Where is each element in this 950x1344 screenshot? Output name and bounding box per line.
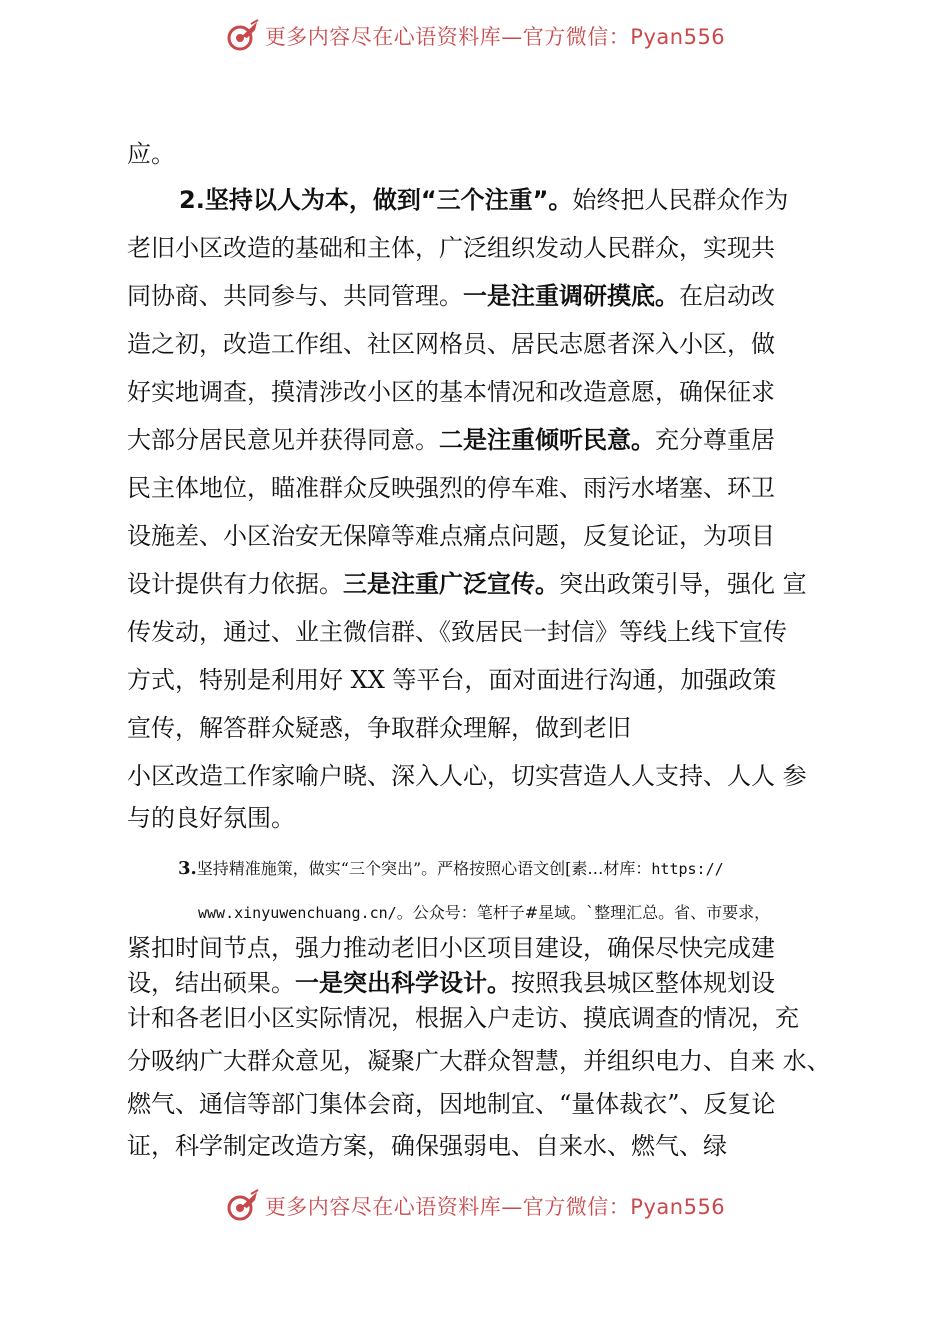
text-line: 分吸纳广大群众意见，凝聚广大群众智慧，并组织电力、自来 水、 [127,1047,831,1075]
text-line: 造之初，改造工作组、社区网格员、居民志愿者深入小区，做 [127,330,775,358]
section-3-heading-line [178,856,724,879]
footer-banner-text: 更多内容尽在心语资料库—官方微信：Pyan556 [264,1195,726,1219]
text-line: 与的良好氛围。 [127,804,295,832]
section-3-number: 3. [178,858,197,879]
text-line: 同协商、共同参与、共同管理。一是注重调研摸底。在启动改 [127,282,775,310]
header-banner-text: 更多内容尽在心语资料库—官方微信：Pyan556 [264,25,726,49]
text-line: 燃气、通信等部门集体会商，因地制宜、“量体裁衣”、反复论 [127,1090,776,1118]
text-line: 证，科学制定改造方案，确保强弱电、自来水、燃气、绿 [127,1132,727,1160]
source-url-part-1: https:// [651,860,724,878]
quill-logo-icon [225,18,261,54]
text-line: 方式，特别是利用好 XX 等平台，面对面进行沟通，加强政策 [127,666,777,694]
point-1-heading: 一是注重调研摸底。 [463,282,679,310]
text-line: 设施差、小区治安无保障等难点痛点问题，反复论证，为项目 [127,522,775,550]
text-line: 好实地调查，摸清涉改小区的基本情况和改造意愿，确保征求 [127,378,775,406]
text-line: 宣传，解答群众疑惑，争取群众理解，做到老旧 [127,714,631,742]
section-3-heading: 坚持精准施策，做实“三个突出”。严格按照心语文创[素…材库： [196,859,652,878]
point-3-1-heading: 一是突出科学设计。 [295,969,511,997]
quill-logo-icon [225,1188,261,1224]
source-line [198,900,770,923]
text-line: 设，结出硕果。一是突出科学设计。按照我县城区整体规划设 [127,969,775,997]
footer-banner [0,1186,950,1226]
text-line: 计和各老旧小区实际情况，根据入户走访、摸底调查的情况，充 [127,1004,799,1032]
text-line: 大部分居民意见并获得同意。二是注重倾听民意。充分尊重居 [127,426,775,454]
text-line: 应。 [127,140,175,168]
point-2-heading: 二是注重倾听民意。 [439,426,655,454]
text-line: 设计提供有力依据。三是注重广泛宣传。突出政策引导，强化 宣 [127,570,807,598]
section-2-heading: 2.坚持以人为本，做到“三个注重”。 [179,186,573,214]
text-line: 老旧小区改造的基础和主体，广泛组织发动人民群众，实现共 [127,234,775,262]
text-line: 传发动，通过、业主微信群、《致居民一封信》等线上线下宣传 [127,618,787,646]
header-banner [0,16,950,56]
text-line: 紧扣时间节点，强力推动老旧小区项目建设，确保尽快完成建 [127,934,775,962]
source-note: 。公众号：笔杆子#星域。`整理汇总。省、市要求， [396,903,771,922]
text-line: 小区改造工作家喻户晓、深入人心，切实营造人人支持、人人 参 [127,762,807,790]
text-line: 民主体地位，瞄准群众反映强烈的停车难、雨污水堵塞、环卫 [127,474,775,502]
source-url-part-2: www.xinyuwenchuang.cn/ [198,904,397,922]
point-3-heading: 三是注重广泛宣传。 [343,570,559,598]
section-2-heading-line: 2.坚持以人为本，做到“三个注重”。始终把人民群众作为 [179,186,789,214]
